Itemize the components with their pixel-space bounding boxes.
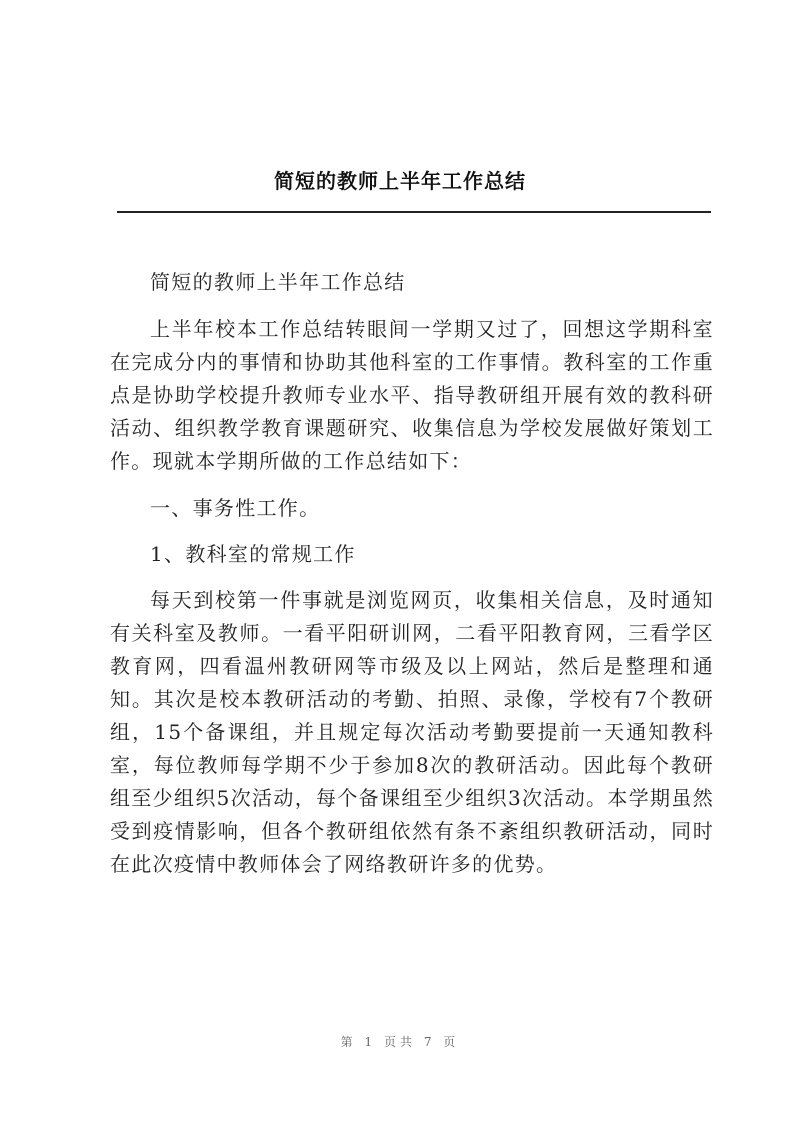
- section-heading: 一、事务性工作。: [150, 496, 321, 520]
- page-label-middle: 页共: [383, 1035, 416, 1049]
- total-pages-number: 7: [423, 1035, 436, 1049]
- paragraph-heading: 简短的教师上半年工作总结: [150, 270, 406, 294]
- title-divider: [117, 211, 711, 213]
- page-label-prefix: 第: [340, 1035, 357, 1049]
- document-title: 简短的教师上半年工作总结: [274, 169, 526, 193]
- page-label-suffix: 页: [443, 1035, 460, 1049]
- document-body: [110, 266, 714, 895]
- paragraph-intro: 上半年校本工作总结转眼间一学期又过了，回想这学期科室在完成分内的事情和协助其他科室的工作事情。教科室的工作重点是协助学校提升教师专业水平、指导教研组开展有效的教科研活动、组织教学教育课题研究、收集信息为学校发展做好策划工作。现就本学期所做的工作总结如下：: [110, 317, 714, 473]
- subsection-heading: 1、教科室的常规工作: [150, 542, 356, 566]
- page-number-footer: [0, 1033, 800, 1050]
- paragraph-routine-work: 每天到校第一件事就是浏览网页，收集相关信息，及时通知有关科室及教师。一看平阳研训网，二看平阳教育网，三看学区教育网，四看温州教研网等市级及以上网站，然后是整理和通知。其次是校本教研活动的考勤、拍照、录像，学校有7个教研组，15个备课组，并且规定每次活动考勤要提前一天通知教科室，每位教师每学期不少于参加8次的教研活动。因此每个教研组至少组织5次活动，每个备课组至少组织3次活动。本学期虽然受到疫情影响，但各个教研组依然有条不紊组织教研活动，同时在此次疫情中教师体会了网络教研许多的优势。: [110, 588, 714, 876]
- current-page-number: 1: [364, 1035, 377, 1049]
